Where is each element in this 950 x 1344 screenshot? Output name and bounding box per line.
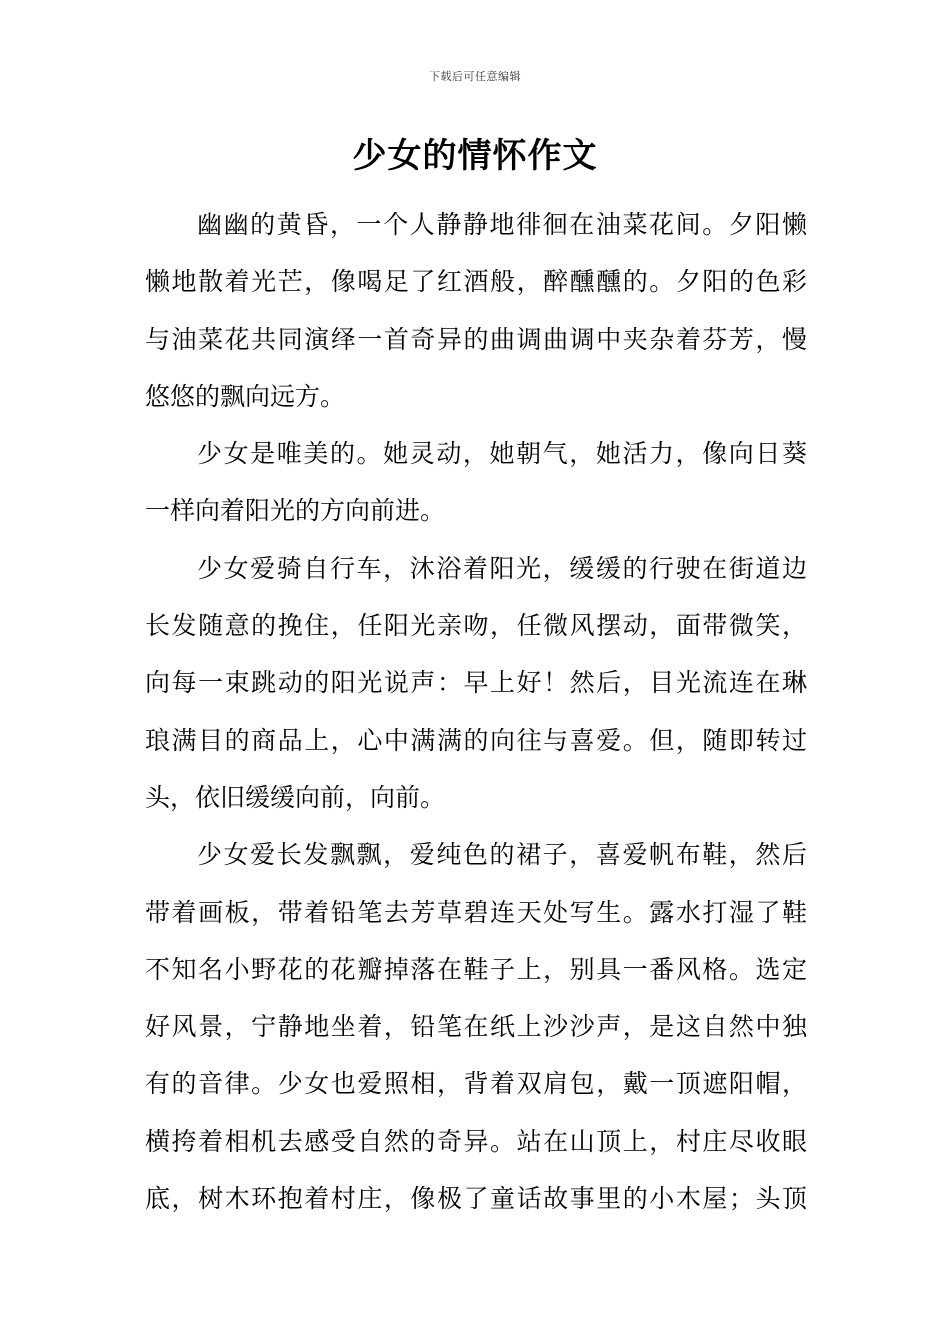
paragraph-4-line-3: 不知名小野花的花瓣掉落在鞋子上，别具一番风格。选定 xyxy=(145,954,807,984)
paragraph-4-line-1: 少女爱长发飘飘，爱纯色的裙子，喜爱帆布鞋，然后 xyxy=(197,840,807,870)
paragraph-1-line-3: 与油菜花共同演绎一首奇异的曲调曲调中夹杂着芬芳，慢 xyxy=(145,324,807,354)
paragraph-2-line-2: 一样向着阳光的方向前进。 xyxy=(145,496,446,526)
paragraph-1-line-2: 懒地散着光芒，像喝足了红酒般，醉醺醺的。夕阳的色彩 xyxy=(145,267,807,297)
document-title: 少女的情怀作文 xyxy=(352,136,598,176)
paragraph-3-line-4: 琅满目的商品上，心中满满的向往与喜爱。但，随即转过 xyxy=(145,725,807,755)
paragraph-4-line-6: 横挎着相机去感受自然的奇异。站在山顶上，村庄尽收眼 xyxy=(145,1126,807,1156)
paragraph-3-line-2: 长发随意的挽住，任阳光亲吻，任微风摆动，面带微笑， xyxy=(145,611,807,641)
paragraph-1-line-1: 幽幽的黄昏，一个人静静地徘徊在油菜花间。夕阳懒 xyxy=(197,210,807,239)
paragraph-4-line-7: 底，树木环抱着村庄，像极了童话故事里的小木屋；头顶 xyxy=(145,1184,807,1214)
paragraph-1-line-4: 悠悠的飘向远方。 xyxy=(145,381,346,411)
header-note: 下载后可任意编辑 xyxy=(429,70,521,83)
paragraph-2-line-1: 少女是唯美的。她灵动，她朝气，她活力，像向日葵 xyxy=(197,439,807,469)
paragraph-4-line-5: 有的音律。少女也爱照相，背着双肩包，戴一顶遮阳帽， xyxy=(145,1069,807,1099)
paragraph-3-line-3: 向每一束跳动的阳光说声：早上好！然后，目光流连在琳 xyxy=(145,668,807,698)
paragraph-3-line-1: 少女爱骑自行车，沐浴着阳光，缓缓的行驶在街道边 xyxy=(197,553,807,583)
paragraph-4-line-4: 好风景，宁静地坐着，铅笔在纸上沙沙声，是这自然中独 xyxy=(145,1012,807,1042)
document-body xyxy=(145,196,807,1227)
paragraph-4-line-2: 带着画板，带着铅笔去芳草碧连天处写生。露水打湿了鞋 xyxy=(145,897,807,927)
paragraph-3-line-5: 头，依旧缓缓向前，向前。 xyxy=(145,782,446,812)
